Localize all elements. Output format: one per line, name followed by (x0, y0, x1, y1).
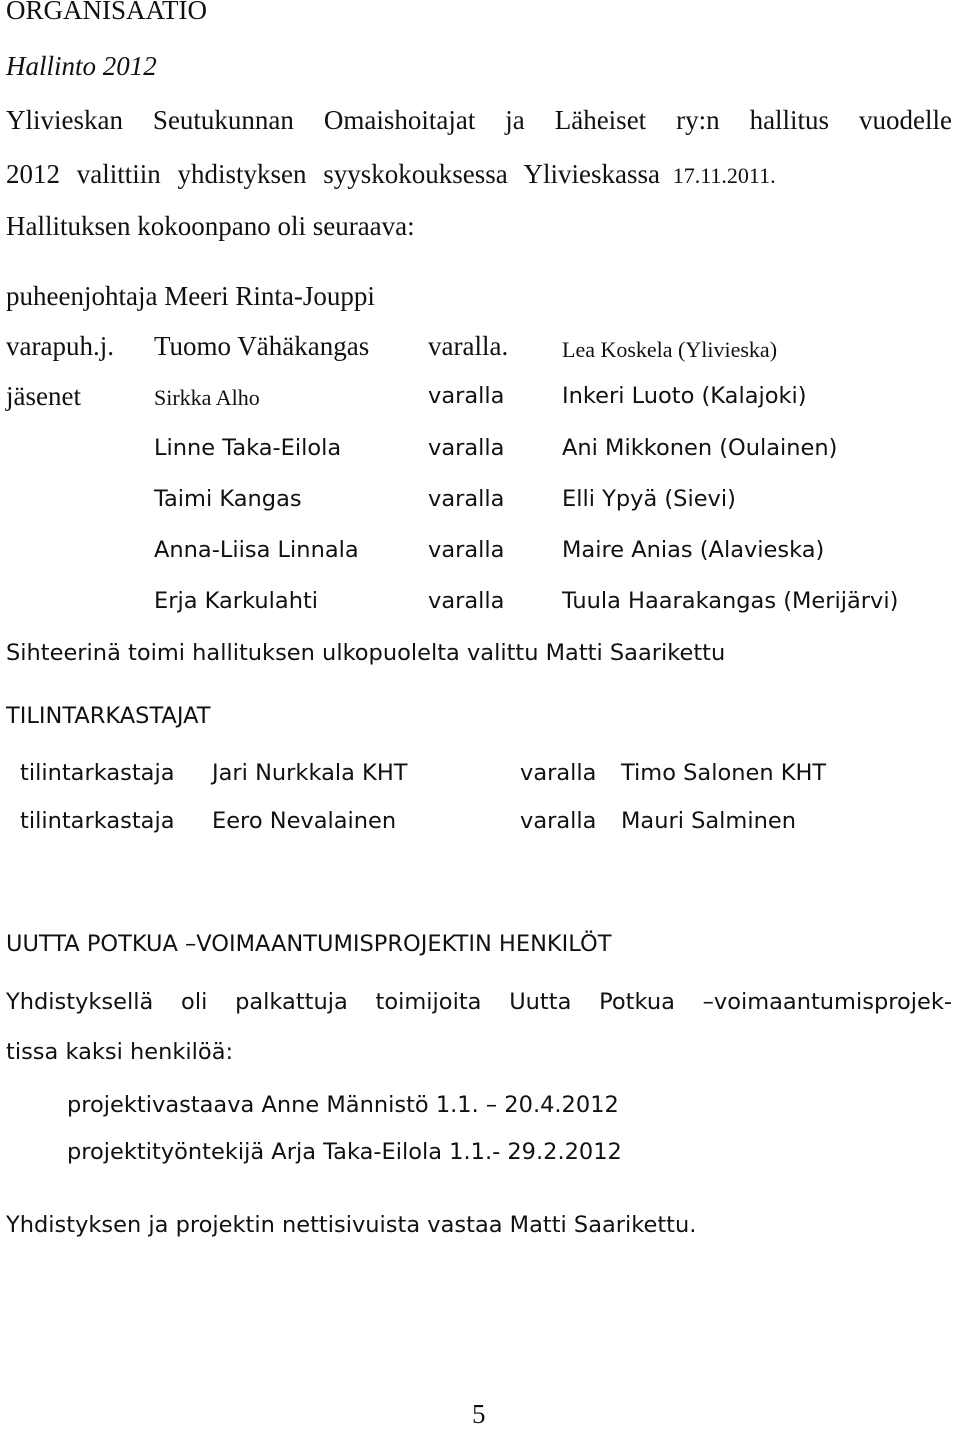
auditor-deputy-label: varalla (520, 808, 597, 834)
member-name: Taimi Kangas (154, 486, 302, 512)
vice-chair-deputy-label: varalla. (428, 331, 509, 361)
website-note: Yhdistyksen ja projektin nettisivuista vastaa Matti Saarikettu. (6, 1212, 697, 1238)
vice-chair-deputy (562, 332, 777, 366)
project-text-line-1: Yhdistyksellä oli palkattuja toimijoita Uutta Potkua –voimaantumisprojek- (6, 989, 952, 1015)
auditor-deputy: Timo Salonen KHT (621, 760, 827, 786)
member-deputy: Tuula Haarakangas (Merijärvi) (562, 588, 899, 614)
member-deputy: Maire Anias (Alavieska) (562, 537, 825, 563)
member-deputy: Ani Mikkonen (Oulainen) (562, 435, 838, 461)
members-label: jäsenet (6, 381, 81, 411)
page-number: 5 (472, 1399, 486, 1429)
auditor-deputy: Mauri Salminen (621, 808, 796, 834)
intro-line-2-text: 2012 valittiin yhdistyksen syyskokouksessa Ylivieskassa (6, 159, 660, 189)
intro-line-3: Hallituksen kokoonpano oli seuraava: (6, 211, 415, 241)
auditor-role: tilintarkastaja (20, 808, 175, 834)
project-staff-item: projektityöntekijä Arja Taka-Eilola 1.1.- 29.2.2012 (67, 1139, 622, 1165)
secretary-note: Sihteerinä toimi hallituksen ulkopuolelta valittu Matti Saarikettu (6, 640, 726, 666)
member-deputy: Inkeri Luoto (Kalajoki) (562, 383, 807, 409)
project-text-line-2: tissa kaksi henkilöä: (6, 1039, 234, 1065)
auditors-heading: TILINTARKASTAJAT (6, 703, 211, 729)
member-name: Sirkka Alho (154, 385, 260, 410)
project-heading: UUTTA POTKUA –VOIMAANTUMISPROJEKTIN HENKILÖT (6, 931, 612, 957)
vice-chair-role: varapuh.j. (6, 331, 114, 361)
intro-date: 17.11.2011. (672, 163, 776, 188)
member-deputy-label: varalla (428, 486, 505, 512)
auditor-role: tilintarkastaja (20, 760, 175, 786)
member-name: Erja Karkulahti (154, 588, 319, 614)
auditor-deputy-label: varalla (520, 760, 597, 786)
member-deputy-label: varalla (428, 588, 505, 614)
member-deputy: Elli Ypyä (Sievi) (562, 486, 736, 512)
intro-line-2 (6, 158, 952, 192)
subheading-hallinto: Hallinto 2012 (6, 51, 157, 81)
intro-line-1: Ylivieskan Seutukunnan Omaishoitajat ja Läheiset ry:n hallitus vuodelle (6, 105, 952, 135)
member-name: Anna-Liisa Linnala (154, 537, 359, 563)
auditor-name: Jari Nurkkala KHT (212, 760, 408, 786)
member-name: Linne Taka-Eilola (154, 435, 342, 461)
member-deputy-label: varalla (428, 435, 505, 461)
vice-chair-deputy-text: Lea Koskela (Ylivieska) (562, 337, 778, 362)
project-staff-item: projektivastaava Anne Männistö 1.1. – 20.4.2012 (67, 1092, 619, 1118)
chair: puheenjohtaja Meeri Rinta-Jouppi (6, 281, 375, 311)
auditor-name: Eero Nevalainen (212, 808, 397, 834)
member-deputy-label: varalla (428, 383, 505, 409)
vice-chair-name: Tuomo Vähäkangas (154, 331, 370, 361)
section-heading-organisaatio: ORGANISAATIO (6, 0, 207, 25)
member-deputy-label: varalla (428, 537, 505, 563)
